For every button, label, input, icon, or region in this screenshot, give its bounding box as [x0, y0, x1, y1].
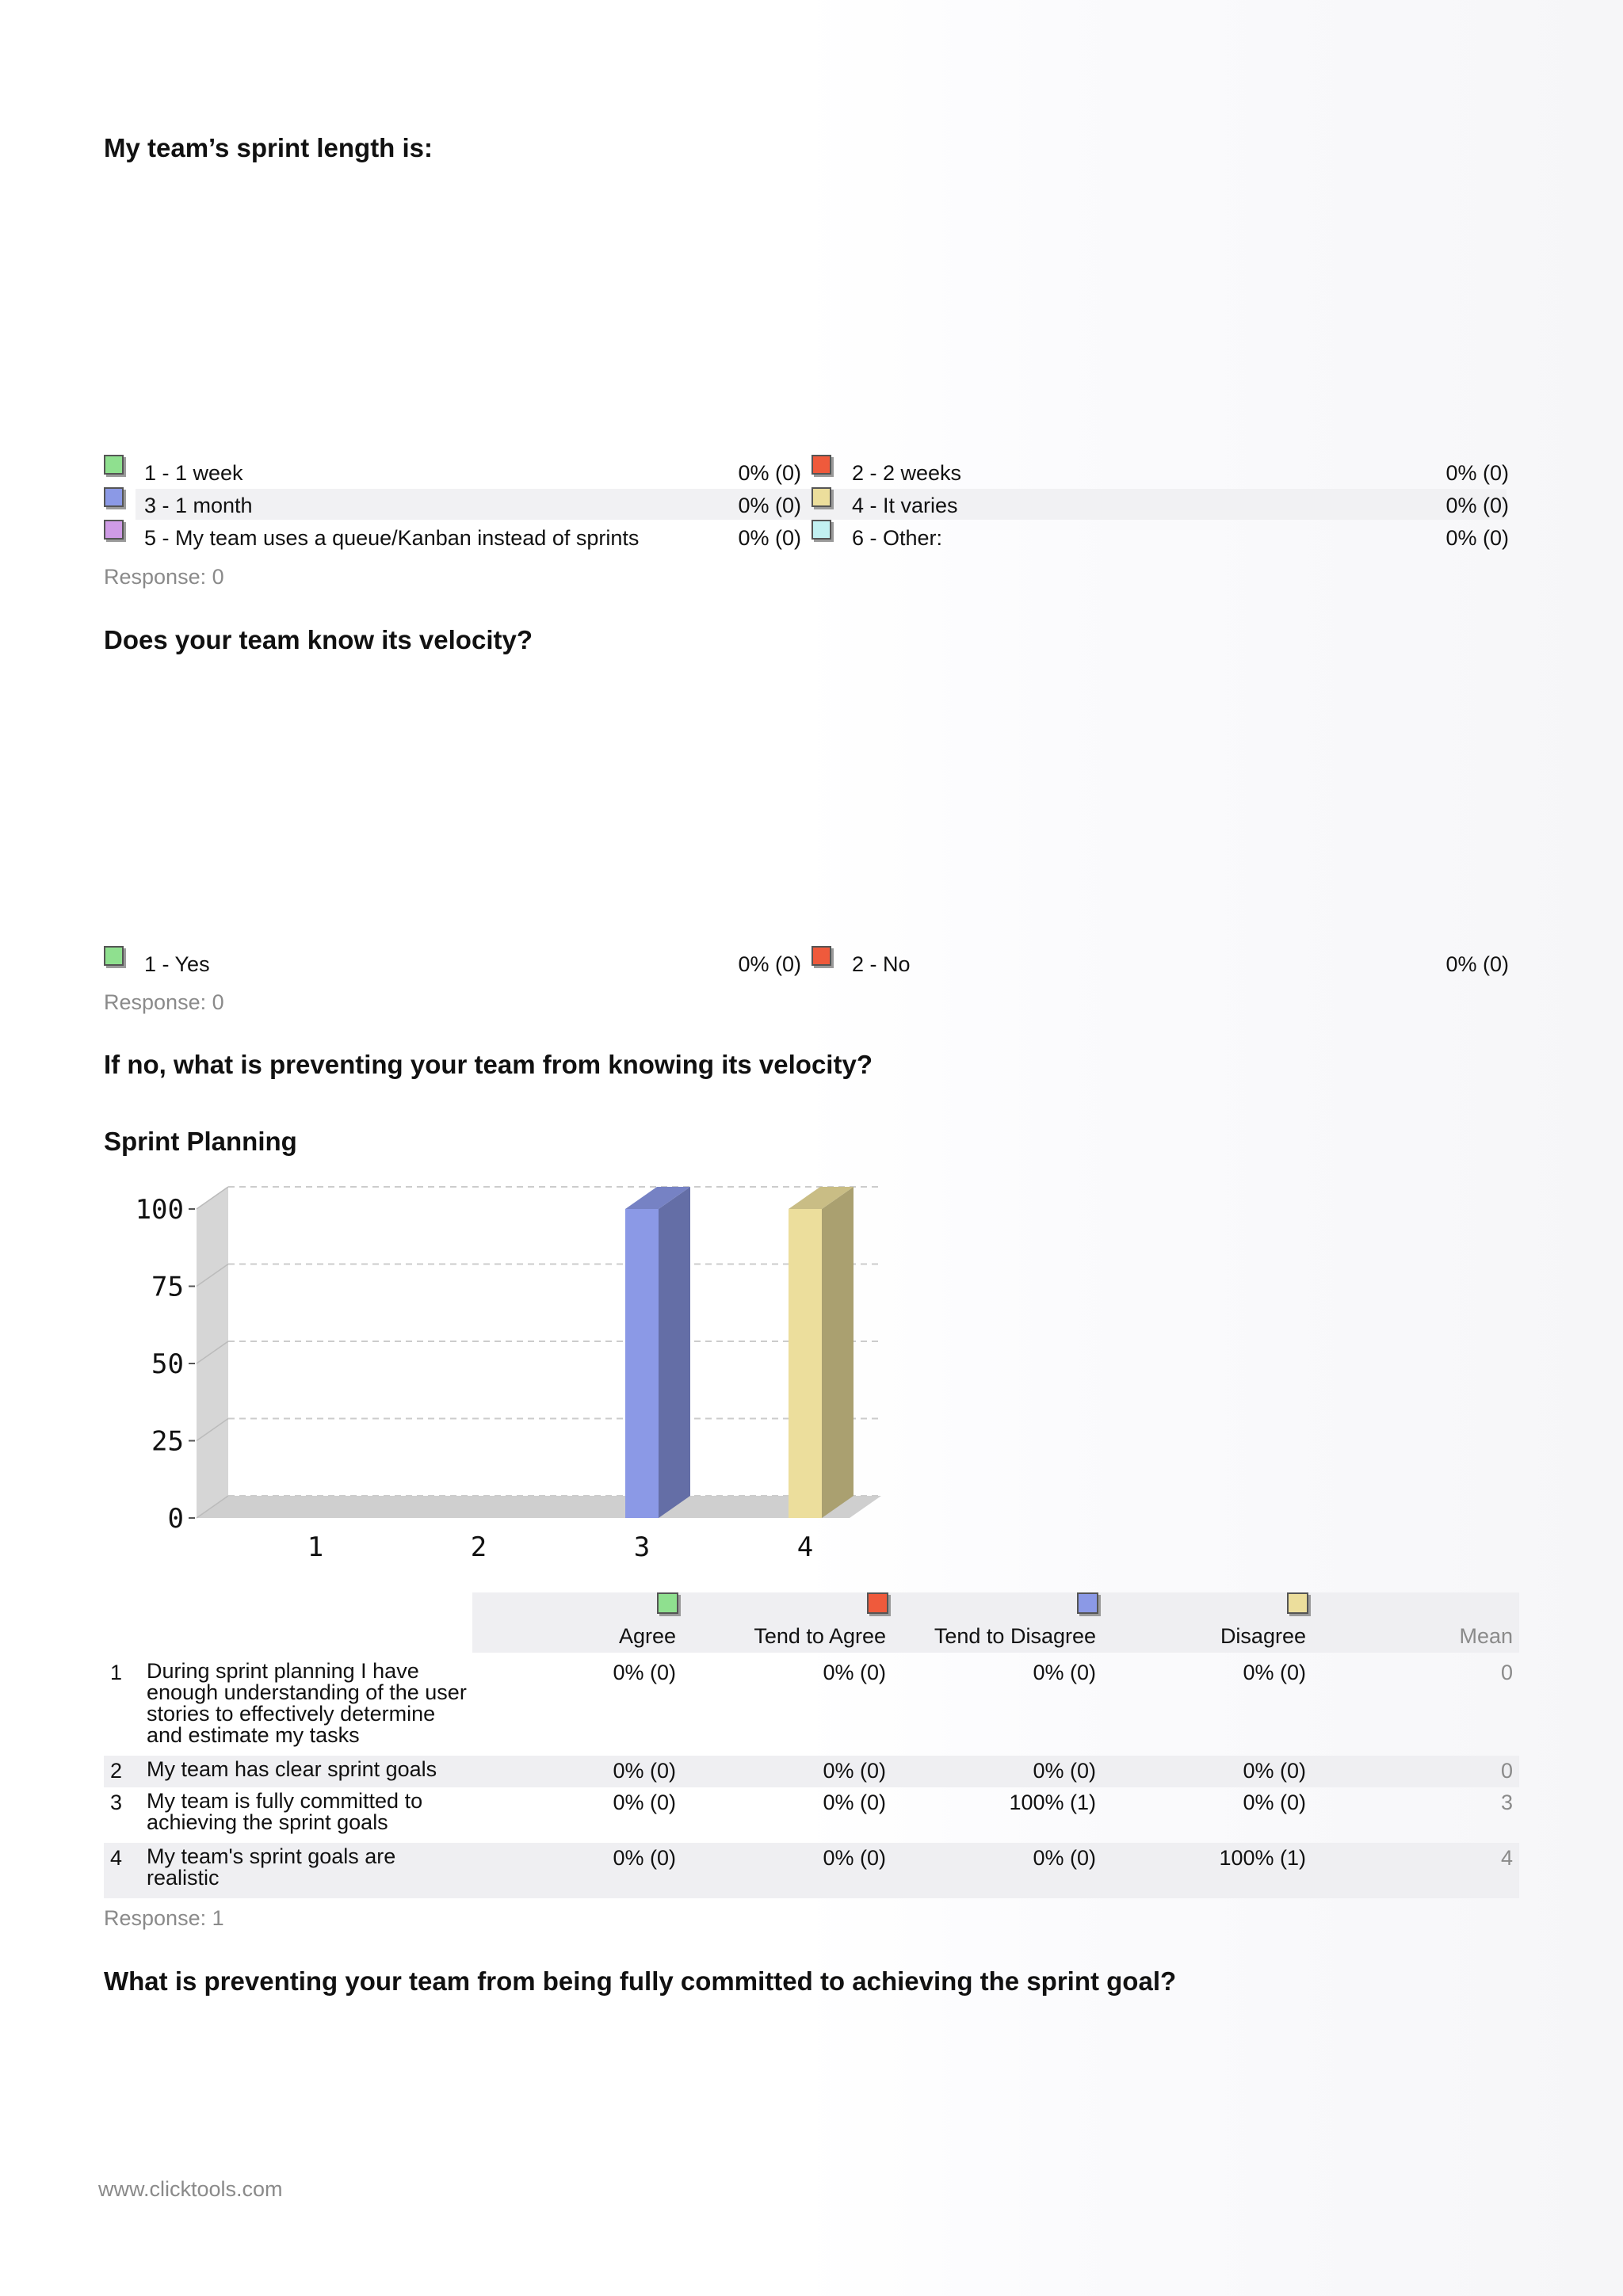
row-number: 3 [110, 1791, 123, 1814]
row-statement: My team is fully committed to achieving the sprint goals [147, 1789, 423, 1834]
legend-swatch-blue [1077, 1592, 1098, 1614]
chart-y-tick-label: 75 [151, 1271, 184, 1303]
chart-y-tick-label: 50 [151, 1348, 184, 1380]
column-header-tend-to-disagree: Tend to Disagree [934, 1624, 1096, 1648]
option-item [104, 455, 801, 487]
cell-agree: 0% (0) [613, 1759, 676, 1783]
option-percent: 0% (0) [1445, 494, 1509, 517]
option-row [104, 946, 1507, 978]
option-label: 1 - 1 week [144, 461, 243, 485]
legend-swatch-cyan [812, 520, 831, 540]
chart-x-tick-label: 1 [307, 1531, 324, 1563]
option-percent: 0% (0) [1445, 952, 1509, 976]
question-title-velocity-blocker: If no, what is preventing your team from knowing its velocity? [104, 1050, 873, 1079]
cell-tend-to-disagree: 100% (1) [1009, 1791, 1096, 1814]
option-item [104, 487, 801, 520]
legend-swatch-yellow [1287, 1592, 1308, 1614]
option-label: 6 - Other: [852, 526, 943, 550]
chart-y-tick-label: 0 [167, 1503, 184, 1535]
cell-tend-to-agree: 0% (0) [823, 1791, 886, 1814]
cell-mean: 4 [1500, 1846, 1513, 1870]
option-item [104, 946, 801, 978]
column-header-disagree: Disagree [1220, 1624, 1306, 1648]
option-percent: 0% (0) [1445, 461, 1509, 485]
option-label: 2 - 2 weeks [852, 461, 962, 485]
question-title-sprint-planning: Sprint Planning [104, 1127, 297, 1156]
footer-url: www.clicktools.com [98, 2177, 283, 2201]
legend-swatch-green [104, 946, 124, 966]
cell-tend-to-disagree: 0% (0) [1033, 1846, 1096, 1870]
option-percent: 0% (0) [738, 952, 801, 976]
option-label: 1 - Yes [144, 952, 210, 976]
cell-disagree: 0% (0) [1243, 1661, 1306, 1684]
option-row [104, 455, 1507, 487]
cell-mean: 3 [1500, 1791, 1513, 1814]
row-number: 1 [110, 1661, 123, 1684]
response-count: Response: 1 [104, 1906, 224, 1930]
option-row [104, 520, 1507, 552]
chart-x-tick-label: 3 [633, 1531, 651, 1563]
cell-tend-to-agree: 0% (0) [823, 1661, 886, 1684]
legend-swatch-green [104, 455, 124, 475]
cell-disagree: 100% (1) [1219, 1846, 1306, 1870]
option-percent: 0% (0) [738, 461, 801, 485]
row-statement: During sprint planning I have enough understanding of the user stories to effectively determine and estimate my tasks [147, 1659, 467, 1747]
cell-mean: 0 [1500, 1759, 1513, 1783]
cell-tend-to-agree: 0% (0) [823, 1759, 886, 1783]
cell-agree: 0% (0) [613, 1661, 676, 1684]
legend-swatch-red [867, 1592, 888, 1614]
option-item [812, 520, 1509, 552]
page-background-shade [800, 0, 1623, 2296]
chart-floor [197, 1496, 881, 1518]
row-number: 4 [110, 1846, 123, 1870]
cell-tend-to-agree: 0% (0) [823, 1846, 886, 1870]
table-header [472, 1592, 1519, 1653]
chart-x-tick-label: 2 [470, 1531, 487, 1563]
row-statement: My team has clear sprint goals [147, 1757, 437, 1781]
chart-bar-side [822, 1187, 854, 1518]
cell-disagree: 0% (0) [1243, 1759, 1306, 1783]
row-statement: My team's sprint goals are realistic [147, 1844, 396, 1890]
option-percent: 0% (0) [1445, 526, 1509, 550]
table-row [104, 1657, 1519, 1756]
question-title-velocity: Does your team know its velocity? [104, 625, 533, 654]
chart-bar [789, 1209, 822, 1518]
cell-tend-to-disagree: 0% (0) [1033, 1759, 1096, 1783]
chart-x-tick-label: 4 [796, 1531, 814, 1563]
cell-tend-to-disagree: 0% (0) [1033, 1661, 1096, 1684]
option-row [104, 487, 1507, 520]
option-label: 2 - No [852, 952, 911, 976]
legend-swatch-red [812, 455, 831, 475]
table-row [104, 1756, 1519, 1787]
row-number: 2 [110, 1759, 123, 1783]
option-item [104, 520, 801, 552]
option-percent: 0% (0) [738, 494, 801, 517]
chart-bar-side [659, 1187, 690, 1518]
chart-y-tick-label: 25 [151, 1425, 184, 1458]
option-label: 3 - 1 month [144, 494, 253, 517]
option-percent: 0% (0) [738, 526, 801, 550]
column-header-agree: Agree [618, 1624, 676, 1648]
option-label: 5 - My team uses a queue/Kanban instead of sprints [144, 526, 640, 550]
legend-swatch-yellow [812, 487, 831, 507]
response-count: Response: 0 [104, 565, 224, 589]
response-count: Response: 0 [104, 990, 224, 1014]
legend-swatch-red [812, 946, 831, 966]
question-title-sprint-length: My team’s sprint length is: [104, 133, 433, 162]
option-label: 4 - It varies [852, 494, 958, 517]
option-item [812, 487, 1509, 520]
cell-mean: 0 [1500, 1661, 1513, 1684]
chart-y-tick-label: 100 [135, 1194, 184, 1226]
table-row [104, 1787, 1519, 1843]
legend-swatch-purple [104, 520, 124, 540]
cell-agree: 0% (0) [613, 1846, 676, 1870]
legend-swatch-green [657, 1592, 678, 1614]
option-item [812, 946, 1509, 978]
question-title-commitment-blocker: What is preventing your team from being fully committed to achieving the sprint goal? [104, 1966, 1177, 1996]
column-header-mean: Mean [1459, 1624, 1513, 1648]
sprint-planning-bar-chart [111, 1180, 903, 1569]
cell-agree: 0% (0) [613, 1791, 676, 1814]
legend-swatch-blue [104, 487, 124, 507]
column-header-tend-to-agree: Tend to Agree [754, 1624, 886, 1648]
cell-disagree: 0% (0) [1243, 1791, 1306, 1814]
option-item [812, 455, 1509, 487]
table-row [104, 1843, 1519, 1898]
chart-bar [625, 1209, 659, 1518]
